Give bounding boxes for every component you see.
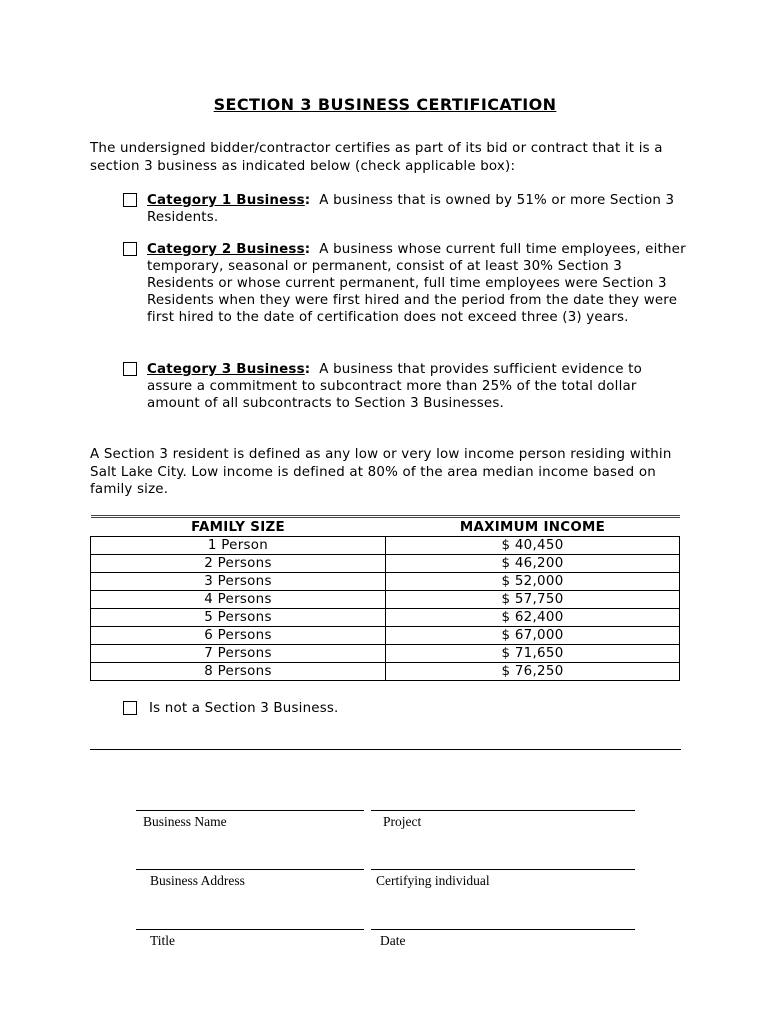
category-1-option: Category 1 Business: A business that is owned by 51% or more Section 3 Residents. — [147, 193, 675, 225]
table-row — [91, 573, 680, 591]
category-1-checkbox[interactable] — [123, 193, 137, 207]
table-row — [91, 663, 680, 681]
income-cell: $ 62,400 — [386, 609, 680, 627]
document-title: SECTION 3 BUSINESS CERTIFICATION — [213, 95, 557, 114]
table-header-row — [91, 517, 680, 537]
certifying-individual-line[interactable] — [371, 869, 635, 870]
table-row — [91, 627, 680, 645]
income-table — [90, 515, 680, 681]
project-line[interactable] — [371, 810, 635, 811]
resident-definition: A Section 3 resident is defined as any low or very low income person residing within Salt Lake City. Low income is defined at 80% of the area median income based on family size. — [90, 447, 672, 497]
category-2-description: A business whose current full time employees, either temporary, seasonal or permanent, consist of at least 30% Section 3 Residents or whose current permanent, full time employees were Section 3 Residents when they were first hired and the period from the date they were first hired to the date of certification does not exceed three (3) years. — [147, 242, 686, 325]
table-row — [91, 609, 680, 627]
section-divider — [90, 749, 681, 750]
family-size-cell: 4 Persons — [91, 591, 386, 609]
business-name-line[interactable] — [136, 810, 364, 811]
not-section3-checkbox[interactable] — [123, 701, 137, 715]
business-name-label: Business Name — [143, 814, 227, 829]
table-row — [91, 537, 680, 555]
category-2-option: Category 2 Business: A business whose current full time employees, either temporary, seasonal or permanent, consist of at least 30% Section 3 Residents or whose current permanent, full time employees were Section 3 Residents when they were first hired and the period from the date they were first hired to the date of certification does not exceed three (3) years. — [147, 242, 686, 325]
income-cell: $ 57,750 — [386, 591, 680, 609]
family-size-cell: 3 Persons — [91, 573, 386, 591]
income-cell: $ 67,000 — [386, 627, 680, 645]
income-cell: $ 76,250 — [386, 663, 680, 681]
table-row — [91, 591, 680, 609]
family-size-cell: 7 Persons — [91, 645, 386, 663]
intro-paragraph: The undersigned bidder/contractor certifies as part of its bid or contract that it is a section 3 business as indicated below (check applicable box): — [90, 141, 663, 174]
category-3-description: A business that provides sufficient evidence to assure a commitment to subcontract more than 25% of the total dollar amount of all subcontracts to Section 3 Businesses. — [147, 362, 642, 411]
project-label: Project — [383, 814, 422, 829]
family-size-cell: 8 Persons — [91, 663, 386, 681]
title-line[interactable] — [136, 929, 364, 930]
family-size-cell: 2 Persons — [91, 555, 386, 573]
date-label: Date — [380, 933, 406, 948]
family-size-cell: 6 Persons — [91, 627, 386, 645]
date-line[interactable] — [371, 929, 635, 930]
maximum-income-header: MAXIMUM INCOME — [386, 517, 680, 537]
certifying-individual-label: Certifying individual — [376, 873, 490, 888]
family-size-cell: 1 Person — [91, 537, 386, 555]
category-1-description: A business that is owned by 51% or more Section 3 Residents. — [147, 193, 675, 225]
income-cell: $ 52,000 — [386, 573, 680, 591]
table-row — [91, 645, 680, 663]
business-address-label: Business Address — [150, 873, 245, 888]
business-address-line[interactable] — [136, 869, 364, 870]
table-row — [91, 555, 680, 573]
income-cell: $ 71,650 — [386, 645, 680, 663]
category-3-checkbox[interactable] — [123, 362, 137, 376]
category-2-label: Category 2 Business — [147, 242, 305, 257]
category-2-checkbox[interactable] — [123, 242, 137, 256]
income-cell: $ 46,200 — [386, 555, 680, 573]
category-3-option: Category 3 Business: A business that provides sufficient evidence to assure a commitment to subcontract more than 25% of the total dollar amount of all subcontracts to Section 3 Businesses. — [147, 362, 642, 411]
category-3-label: Category 3 Business — [147, 362, 305, 377]
income-cell: $ 40,450 — [386, 537, 680, 555]
title-label: Title — [150, 933, 176, 948]
family-size-header: FAMILY SIZE — [91, 517, 386, 537]
not-section3-label: Is not a Section 3 Business. — [149, 701, 339, 716]
category-1-label: Category 1 Business — [147, 193, 305, 208]
family-size-cell: 5 Persons — [91, 609, 386, 627]
